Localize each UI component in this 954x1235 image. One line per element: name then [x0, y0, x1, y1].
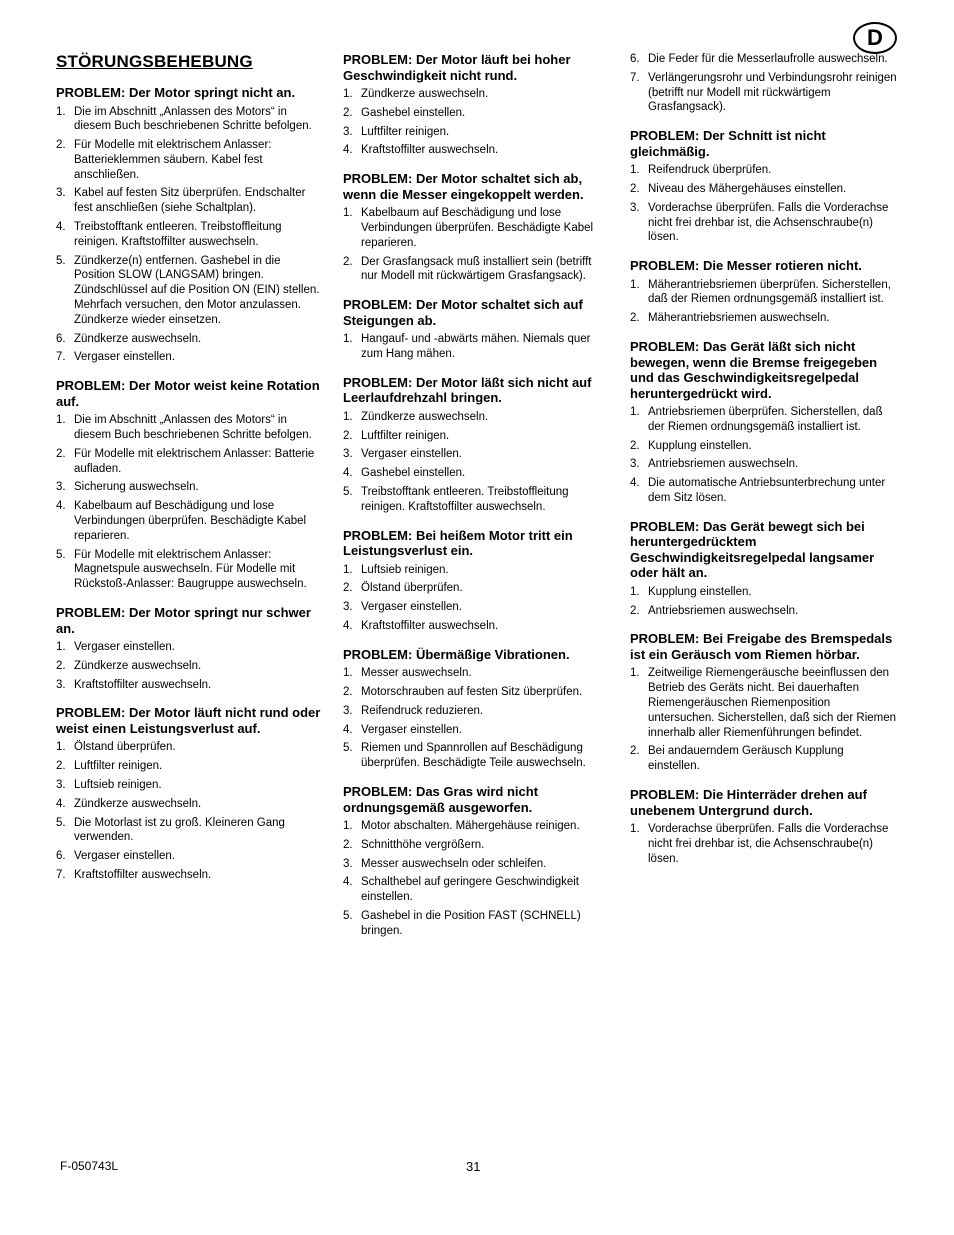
page-number: 31 — [466, 1159, 481, 1174]
list-item — [56, 499, 321, 543]
item-number: 2. — [630, 745, 640, 758]
list-item — [56, 138, 321, 182]
item-text: Vorderachse überprüfen. Falls die Vorderachse nicht frei drehbar ist, die Achsenschraube(n) lösen. — [648, 823, 889, 865]
problem-section — [343, 297, 611, 362]
item-number: 1. — [343, 410, 353, 423]
item-text: Antriebsriemen auswechseln. — [648, 604, 799, 617]
list-item — [630, 476, 898, 506]
item-text: Für Modelle mit elektrischem Anlasser: Batterie aufladen. — [74, 447, 315, 475]
list-item — [56, 778, 321, 793]
item-text: Die Motorlast ist zu groß. Kleineren Gang verwenden. — [74, 816, 285, 844]
item-number: 7. — [56, 351, 66, 364]
item-number: 3. — [343, 125, 353, 138]
problem-section — [630, 631, 898, 774]
item-number: 3. — [56, 678, 66, 691]
problem-section — [343, 171, 611, 284]
item-number: 6. — [630, 53, 640, 65]
problem-section — [630, 258, 898, 326]
item-text: Vergaser einstellen. — [361, 601, 463, 614]
item-text: Gashebel einstellen. — [361, 106, 466, 119]
item-text: Kraftstoffilter auswechseln. — [74, 868, 212, 881]
item-number: 1. — [630, 164, 640, 177]
problem-heading: PROBLEM: Der Motor springt nur schwer an. — [56, 605, 311, 636]
problem-heading: PROBLEM: Der Motor läuft nicht rund oder weist einen Leistungsverlust auf. — [56, 705, 321, 736]
list-item — [56, 332, 321, 347]
item-text: Antriebsriemen überprüfen. Sicherstellen, daß der Riemen ordnungsgemäß installiert ist. — [648, 406, 883, 433]
list-item — [630, 52, 898, 67]
item-number: 4. — [343, 619, 353, 632]
item-number: 1. — [343, 667, 353, 680]
list-item — [343, 819, 611, 834]
solution-list — [56, 740, 321, 882]
list-item — [343, 410, 611, 425]
list-item — [630, 182, 898, 197]
list-item — [343, 563, 611, 578]
item-text: Für Modelle mit elektrischem Anlasser: Magnetspule auswechseln. Für Modelle mit Rückstoß-Anlasser: Baugruppe auswechseln. — [74, 548, 307, 591]
item-text: Vergaser einstellen. — [361, 448, 463, 461]
list-item — [56, 254, 321, 328]
list-item — [56, 797, 321, 812]
list-item — [630, 744, 898, 774]
list-item — [343, 723, 611, 738]
problem-section — [343, 528, 611, 634]
list-item — [56, 447, 321, 477]
item-text: Gashebel einstellen. — [361, 467, 466, 480]
item-number: 2. — [343, 429, 353, 442]
problem-section — [56, 705, 321, 882]
item-text: Zündkerze auswechseln. — [361, 410, 489, 423]
item-number: 6. — [56, 332, 66, 345]
list-item — [56, 186, 321, 216]
item-number: 1. — [56, 414, 66, 427]
list-item — [343, 87, 611, 102]
item-number: 3. — [343, 601, 353, 614]
item-text: Bei andauerndem Geräusch Kupplung einstellen. — [648, 745, 844, 773]
item-number: 3. — [343, 448, 353, 461]
list-item — [343, 429, 611, 444]
list-item — [630, 71, 898, 115]
item-text: Treibstofftank entleeren. Treibstoffleitung reinigen. Kraftstoffilter auswechseln. — [361, 485, 569, 513]
problem-heading: PROBLEM: Bei heißem Motor tritt ein Leistungsverlust ein. — [343, 527, 573, 559]
problem-section — [630, 787, 898, 866]
item-number: 3. — [343, 704, 353, 717]
item-text: Kupplung einstellen. — [648, 439, 752, 452]
item-number: 4. — [343, 467, 353, 480]
item-text: Treibstofftank entleeren. Treibstoffleitung reinigen. Kraftstoffilter auswechseln. — [74, 221, 282, 248]
item-text: Antriebsriemen auswechseln. — [648, 458, 799, 471]
problem-heading: PROBLEM: Bei Freigabe des Bremspedals ist ein Geräusch vom Riemen hörbar. — [630, 631, 893, 662]
item-number: 2. — [343, 255, 353, 268]
item-text: Zündkerze auswechseln. — [74, 332, 202, 345]
list-item — [343, 741, 611, 771]
item-text: Gashebel in die Position FAST (SCHNELL) bringen. — [361, 910, 581, 937]
item-text: Reifendruck überprüfen. — [648, 164, 772, 177]
list-item — [343, 909, 611, 939]
item-text: Zündkerze auswechseln. — [74, 797, 202, 810]
problem-section — [630, 128, 898, 245]
problem-section — [343, 647, 611, 771]
solution-list — [630, 52, 898, 115]
solution-list — [630, 405, 898, 506]
item-text: Motorschrauben auf festen Sitz überprüfen. — [361, 686, 583, 699]
solution-list — [56, 105, 321, 366]
solution-list — [630, 278, 898, 326]
solution-list — [343, 819, 611, 939]
item-number: 4. — [56, 221, 66, 234]
list-item — [343, 332, 611, 362]
item-number: 5. — [343, 485, 353, 498]
item-text: Die Feder für die Messerlaufrolle auswechseln. — [648, 53, 888, 65]
list-item — [56, 659, 321, 674]
item-text: Motor abschalten. Mähergehäuse reinigen. — [361, 820, 580, 833]
list-item — [343, 857, 611, 872]
item-number: 1. — [630, 667, 640, 680]
item-number: 5. — [343, 742, 353, 755]
solution-list — [343, 563, 611, 634]
list-item — [343, 685, 611, 700]
problem-heading: PROBLEM: Der Motor läuft bei hoher Geschwindigkeit nicht rund. — [343, 52, 571, 83]
item-number: 2. — [630, 604, 640, 617]
item-number: 3. — [343, 857, 353, 870]
list-item — [56, 849, 321, 864]
problem-heading: PROBLEM: Der Motor läßt sich nicht auf Leerlaufdrehzahl bringen. — [343, 374, 592, 406]
item-number: 7. — [56, 868, 66, 881]
list-item — [343, 875, 611, 905]
item-number: 2. — [56, 139, 66, 152]
item-number: 1. — [343, 820, 353, 833]
problem-section — [630, 52, 898, 115]
list-item — [630, 604, 898, 619]
list-item — [630, 585, 898, 600]
item-number: 4. — [343, 723, 353, 736]
list-item — [630, 439, 898, 454]
problem-section — [343, 375, 611, 515]
item-number: 7. — [630, 71, 640, 84]
list-item — [343, 485, 611, 515]
item-text: Luftsieb reinigen. — [74, 779, 162, 791]
list-item — [56, 678, 321, 693]
item-text: Vergaser einstellen. — [74, 351, 176, 364]
problem-section — [56, 378, 321, 592]
item-text: Zündkerze auswechseln. — [74, 659, 202, 672]
item-text: Ölstand überprüfen. — [361, 582, 463, 595]
item-text: Der Grasfangsack muß installiert sein (betrifft nur Modell mit rückwärtigem Grasfangsack). — [361, 255, 592, 283]
list-item — [56, 740, 321, 755]
item-text: Luftsieb reinigen. — [361, 563, 449, 576]
item-number: 1. — [630, 406, 640, 419]
item-number: 5. — [56, 254, 66, 267]
item-number: 1. — [56, 741, 66, 754]
item-text: Zündkerze auswechseln. — [361, 88, 489, 100]
item-number: 3. — [630, 458, 640, 471]
list-item — [343, 838, 611, 853]
list-item — [343, 666, 611, 681]
list-item — [630, 822, 898, 866]
solution-list — [343, 332, 611, 362]
item-number: 1. — [343, 207, 353, 220]
item-number: 1. — [343, 333, 353, 346]
item-number: 1. — [56, 105, 66, 118]
item-number: 4. — [56, 797, 66, 810]
solution-list — [343, 206, 611, 284]
list-item — [630, 666, 898, 740]
list-item — [343, 704, 611, 719]
solution-list — [56, 413, 321, 592]
list-item — [630, 405, 898, 435]
item-number: 6. — [56, 850, 66, 863]
item-text: Die im Abschnitt „Anlassen des Motors“ in diesem Buch beschriebenen Schritte befolgen. — [74, 105, 312, 133]
list-item — [56, 868, 321, 883]
list-item — [630, 311, 898, 326]
item-number: 5. — [343, 910, 353, 922]
item-text: Die automatische Antriebsunterbrechung unter dem Sitz lösen. — [648, 477, 886, 505]
item-text: Kraftstoffilter auswechseln. — [74, 678, 212, 691]
problem-heading: PROBLEM: Der Motor schaltet sich auf Steigungen ab. — [343, 297, 583, 328]
item-text: Kabelbaum auf Beschädigung und lose Verbindungen überprüfen. Beschädigte Kabel reparieren. — [74, 500, 307, 542]
item-text: Mäherantriebsriemen auswechseln. — [648, 312, 830, 325]
item-text: Reifendruck reduzieren. — [361, 704, 484, 717]
column-2 — [343, 52, 611, 952]
item-number: 3. — [56, 187, 66, 200]
item-number: 2. — [343, 106, 353, 119]
page-title: STÖRUNGSBEHEBUNG — [56, 52, 253, 71]
list-item — [56, 640, 321, 655]
solution-list — [56, 640, 321, 692]
solution-list — [630, 585, 898, 619]
item-text: Kupplung einstellen. — [648, 585, 752, 598]
item-text: Vorderachse überprüfen. Falls die Vorderachse nicht frei drehbar ist, die Achsenschraube(n) lösen. — [648, 201, 889, 244]
list-item — [343, 255, 611, 285]
item-text: Zeitweilige Riemengeräusche beeinflussen den Betrieb des Geräts nicht. Bei dauerhaften Riemengeräuschen Riemenposition untersuchen. Sicherstellen, daß sich der Riemen innerhalb aller Riemenführungen befindet. — [648, 667, 897, 739]
item-number: 2. — [56, 760, 66, 773]
list-item — [343, 600, 611, 615]
item-text: Schnitthöhe vergrößern. — [361, 838, 485, 851]
problem-section — [630, 339, 898, 506]
item-text: Ölstand überprüfen. — [74, 741, 176, 754]
item-text: Luftfilter reinigen. — [361, 125, 450, 138]
item-text: Mäherantriebsriemen überprüfen. Sicherstellen, daß der Riemen ordnungsgemäß installiert ist. — [648, 278, 891, 306]
list-item — [56, 220, 321, 250]
item-number: 3. — [630, 201, 640, 214]
item-number: 2. — [56, 659, 66, 672]
list-item — [343, 125, 611, 140]
list-item — [56, 759, 321, 774]
column-1 — [56, 52, 321, 896]
item-text: Riemen und Spannrollen auf Beschädigung überprüfen. Beschädigte Teile auswechseln. — [361, 742, 586, 770]
problem-section — [343, 52, 611, 158]
item-number: 1. — [56, 641, 66, 654]
list-item — [56, 413, 321, 443]
item-number: 2. — [630, 439, 640, 452]
item-text: Sicherung auswechseln. — [74, 481, 199, 494]
list-item — [56, 816, 321, 846]
language-badge: D — [853, 22, 897, 54]
problem-heading: PROBLEM: Das Gerät läßt sich nicht bewegen, wenn die Bremse freigegeben und das Geschwindigkeitsregelpedal heruntergedrückt wird. — [630, 339, 878, 401]
item-number: 5. — [56, 816, 66, 829]
item-number: 4. — [343, 144, 353, 157]
item-number: 5. — [56, 548, 66, 561]
item-text: Kraftstoffilter auswechseln. — [361, 144, 499, 157]
item-text: Niveau des Mähergehäuses einstellen. — [648, 182, 847, 195]
problem-section — [56, 85, 321, 365]
problem-section — [56, 605, 321, 692]
item-number: 1. — [630, 278, 640, 291]
item-number: 1. — [343, 563, 353, 576]
item-text: Zündkerze(n) entfernen. Gashebel in die Position SLOW (LANGSAM) bringen. Zündschlüssel auf die Position ON (EIN) stellen. Mehrfach versuchen, den Motor anzulassen. Zündkerze wieder einsetzen. — [74, 254, 320, 326]
item-text: Vergaser einstellen. — [361, 723, 463, 736]
item-number: 1. — [630, 585, 640, 598]
list-item — [343, 581, 611, 596]
list-item — [630, 201, 898, 245]
solution-list — [630, 163, 898, 245]
solution-list — [343, 666, 611, 771]
item-number: 1. — [343, 88, 353, 100]
list-item — [56, 105, 321, 135]
problem-section — [343, 784, 611, 939]
problem-heading: PROBLEM: Der Schnitt ist nicht gleichmäßig. — [630, 128, 826, 159]
item-text: Luftfilter reinigen. — [361, 429, 450, 442]
item-text: Vergaser einstellen. — [74, 850, 176, 863]
item-text: Kabel auf festen Sitz überprüfen. Endschalter fest anschließen (siehe Schaltplan). — [74, 187, 306, 215]
solution-list — [630, 666, 898, 774]
item-text: Die im Abschnitt „Anlassen des Motors“ in diesem Buch beschriebenen Schritte befolgen. — [74, 414, 312, 442]
document-code: F-050743L — [60, 1159, 119, 1173]
problem-section — [630, 519, 898, 619]
item-number: 3. — [56, 481, 66, 494]
problem-heading: PROBLEM: Der Motor springt nicht an. — [56, 85, 296, 100]
problem-heading: PROBLEM: Der Motor weist keine Rotation auf. — [56, 378, 320, 409]
list-item — [56, 350, 321, 365]
problem-heading: PROBLEM: Die Hinterräder drehen auf unebenem Untergrund durch. — [630, 787, 867, 818]
item-number: 2. — [343, 838, 353, 851]
item-text: Luftfilter reinigen. — [74, 760, 163, 773]
list-item — [630, 457, 898, 472]
problem-heading: PROBLEM: Das Gerät bewegt sich bei heruntergedrücktem Geschwindigkeitsregelpedal langsamer oder hält an. — [630, 518, 875, 581]
solution-list — [343, 87, 611, 158]
solution-list — [630, 822, 898, 866]
item-number: 2. — [630, 312, 640, 325]
item-text: Für Modelle mit elektrischem Anlasser: Batterieklemmen säubern. Kabel fest anschließen. — [74, 139, 272, 181]
item-text: Schalthebel auf geringere Geschwindigkeit einstellen. — [361, 876, 579, 904]
list-item — [56, 480, 321, 495]
list-item — [343, 143, 611, 158]
problem-heading: PROBLEM: Das Gras wird nicht ordnungsgemäß ausgeworfen. — [343, 784, 539, 815]
list-item — [630, 278, 898, 308]
item-number: 2. — [630, 182, 640, 195]
column-3 — [630, 52, 898, 879]
item-number: 4. — [56, 500, 66, 513]
solution-list — [343, 410, 611, 515]
problem-heading: PROBLEM: Die Messer rotieren nicht. — [630, 258, 862, 274]
list-item — [343, 619, 611, 634]
item-number: 4. — [630, 477, 640, 490]
item-text: Verlängerungsrohr und Verbindungsrohr reinigen (betrifft nur Modell mit rückwärtigem Grasfangsack). — [648, 71, 897, 114]
list-item — [343, 447, 611, 462]
list-item — [343, 206, 611, 250]
list-item — [343, 106, 611, 121]
problem-heading: PROBLEM: Übermäßige Vibrationen. — [343, 646, 570, 662]
item-text: Kraftstoffilter auswechseln. — [361, 619, 499, 632]
item-text: Messer auswechseln. — [361, 667, 472, 680]
item-text: Messer auswechseln oder schleifen. — [361, 857, 547, 870]
list-item — [56, 548, 321, 592]
item-text: Hangauf- und -abwärts mähen. Niemals quer zum Hang mähen. — [361, 333, 591, 360]
item-text: Kabelbaum auf Beschädigung und lose Verbindungen überprüfen. Beschädigte Kabel reparieren. — [361, 207, 594, 249]
item-text: Vergaser einstellen. — [74, 641, 176, 654]
list-item — [343, 466, 611, 481]
item-number: 4. — [343, 876, 353, 889]
problem-heading: PROBLEM: Der Motor schaltet sich ab, wenn die Messer eingekoppelt werden. — [343, 171, 584, 202]
item-number: 2. — [343, 582, 353, 595]
item-number: 3. — [56, 779, 66, 791]
item-number: 1. — [630, 823, 640, 836]
list-item — [630, 163, 898, 178]
item-number: 2. — [56, 447, 66, 460]
item-number: 2. — [343, 686, 353, 699]
